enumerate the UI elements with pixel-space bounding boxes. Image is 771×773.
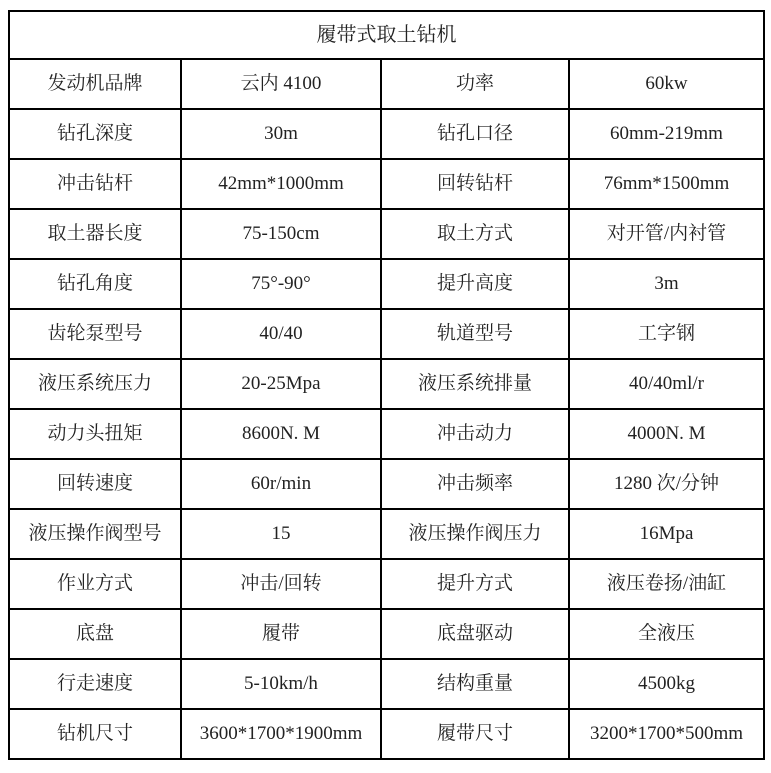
table-row — [9, 159, 764, 209]
spec-label-cell: 底盘驱动 — [381, 609, 569, 659]
spec-label-cell: 钻孔角度 — [9, 259, 181, 309]
spec-value-cell: 3200*1700*500mm — [569, 709, 764, 759]
spec-value-cell: 云内 4100 — [181, 59, 381, 109]
spec-label-cell: 钻机尺寸 — [9, 709, 181, 759]
spec-value-cell: 60mm-219mm — [569, 109, 764, 159]
spec-label-cell: 动力头扭矩 — [9, 409, 181, 459]
spec-value-cell: 冲击/回转 — [181, 559, 381, 609]
spec-value-cell: 液压卷扬/油缸 — [569, 559, 764, 609]
spec-label-cell: 冲击钻杆 — [9, 159, 181, 209]
spec-value-cell: 60r/min — [181, 459, 381, 509]
spec-value-cell: 3m — [569, 259, 764, 309]
spec-label-cell: 底盘 — [9, 609, 181, 659]
spec-value-cell: 5-10km/h — [181, 659, 381, 709]
table-row — [9, 559, 764, 609]
spec-label-cell: 提升高度 — [381, 259, 569, 309]
spec-label-cell: 行走速度 — [9, 659, 181, 709]
spec-value-cell: 履带 — [181, 609, 381, 659]
spec-table — [8, 10, 765, 760]
spec-value-cell: 40/40 — [181, 309, 381, 359]
spec-label-cell: 取土方式 — [381, 209, 569, 259]
spec-value-cell: 75°-90° — [181, 259, 381, 309]
spec-label-cell: 液压系统排量 — [381, 359, 569, 409]
spec-label-cell: 履带尺寸 — [381, 709, 569, 759]
spec-label-cell: 功率 — [381, 59, 569, 109]
table-row — [9, 709, 764, 759]
table-row — [9, 259, 764, 309]
spec-value-cell: 4000N. M — [569, 409, 764, 459]
spec-value-cell: 60kw — [569, 59, 764, 109]
spec-label-cell: 轨道型号 — [381, 309, 569, 359]
table-row — [9, 209, 764, 259]
table-row — [9, 459, 764, 509]
spec-label-cell: 齿轮泵型号 — [9, 309, 181, 359]
table-row — [9, 109, 764, 159]
spec-value-cell: 15 — [181, 509, 381, 559]
table-row — [9, 659, 764, 709]
spec-label-cell: 结构重量 — [381, 659, 569, 709]
spec-label-cell: 作业方式 — [9, 559, 181, 609]
spec-table-body — [9, 11, 764, 759]
spec-value-cell: 40/40ml/r — [569, 359, 764, 409]
spec-value-cell: 对开管/内衬管 — [569, 209, 764, 259]
spec-value-cell: 76mm*1500mm — [569, 159, 764, 209]
spec-value-cell: 4500kg — [569, 659, 764, 709]
spec-value-cell: 1280 次/分钟 — [569, 459, 764, 509]
spec-label-cell: 提升方式 — [381, 559, 569, 609]
spec-value-cell: 75-150cm — [181, 209, 381, 259]
spec-value-cell: 8600N. M — [181, 409, 381, 459]
spec-label-cell: 冲击动力 — [381, 409, 569, 459]
spec-label-cell: 冲击频率 — [381, 459, 569, 509]
spec-label-cell: 液压操作阀型号 — [9, 509, 181, 559]
spec-value-cell: 16Mpa — [569, 509, 764, 559]
spec-value-cell: 42mm*1000mm — [181, 159, 381, 209]
spec-label-cell: 钻孔深度 — [9, 109, 181, 159]
spec-label-cell: 液压操作阀压力 — [381, 509, 569, 559]
table-title: 履带式取土钻机 — [9, 11, 764, 59]
spec-label-cell: 液压系统压力 — [9, 359, 181, 409]
spec-label-cell: 发动机品牌 — [9, 59, 181, 109]
spec-value-cell: 全液压 — [569, 609, 764, 659]
spec-label-cell: 取土器长度 — [9, 209, 181, 259]
table-row — [9, 609, 764, 659]
spec-label-cell: 钻孔口径 — [381, 109, 569, 159]
table-row — [9, 309, 764, 359]
spec-value-cell: 工字钢 — [569, 309, 764, 359]
spec-value-cell: 20-25Mpa — [181, 359, 381, 409]
table-row — [9, 359, 764, 409]
spec-label-cell: 回转钻杆 — [381, 159, 569, 209]
spec-label-cell: 回转速度 — [9, 459, 181, 509]
table-row — [9, 59, 764, 109]
spec-value-cell: 30m — [181, 109, 381, 159]
table-row — [9, 509, 764, 559]
table-row — [9, 409, 764, 459]
spec-value-cell: 3600*1700*1900mm — [181, 709, 381, 759]
table-title-row — [9, 11, 764, 59]
